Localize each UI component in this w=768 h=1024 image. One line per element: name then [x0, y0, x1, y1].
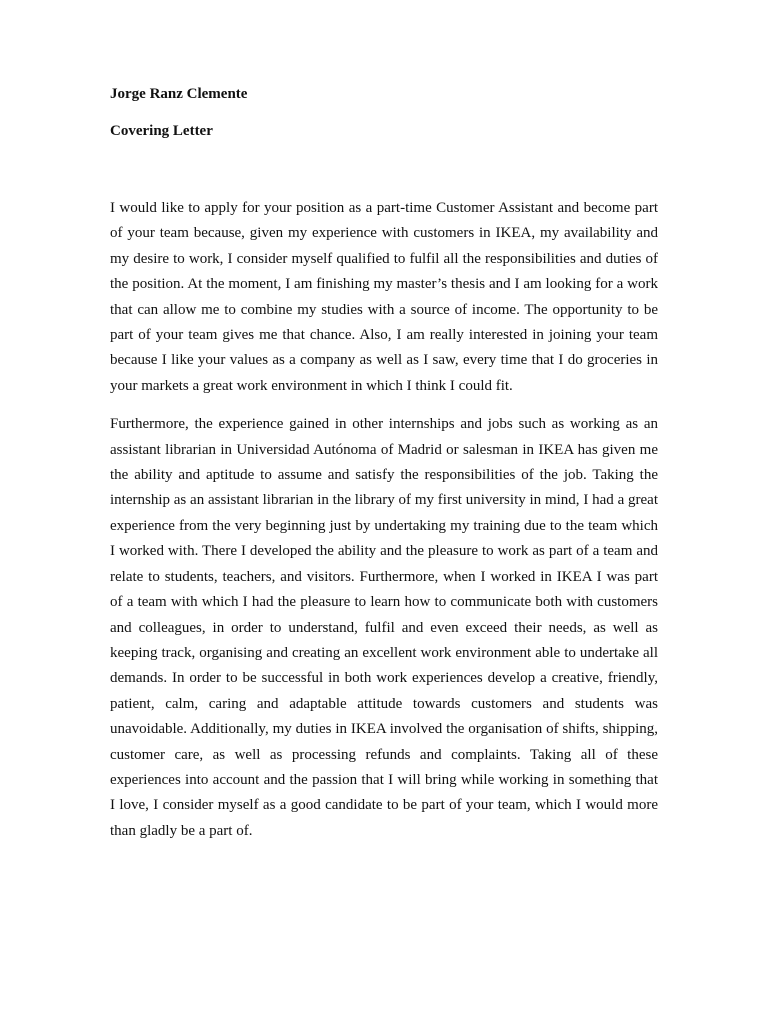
document-title: Covering Letter	[110, 123, 213, 139]
letter-body	[110, 196, 658, 844]
paragraph-1: I would like to apply for your position as a part-time Customer Assistant and become part of your team because, given my experience with customers in IKEA, my availability and my desire to work, I consider myself qualified to fulfil all the responsibilities and duties of the position. At the moment, I am finishing my master’s thesis and I am looking for a work that can allow me to combine my studies with a source of income. The opportunity to be part of your team gives me that chance. Also, I am really interested in joining your team because I like your values as a company as well as I saw, every time that I do groceries in your markets a great work environment in which I think I could fit.	[110, 200, 658, 394]
author-name: Jorge Ranz Clemente	[110, 86, 248, 102]
paragraph-2: Furthermore, the experience gained in other internships and jobs such as working as an assistant librarian in Universidad Autónoma of Madrid or salesman in IKEA has given me the ability and aptitude to assume and satisfy the responsibilities of the job. Taking the internship as an assistant librarian in the library of my first university in mind, I had a great experience from the very beginning just by undertaking my training due to the team which I worked with. There I developed the ability and the pleasure to work as part of a team and relate to students, teachers, and visitors. Furthermore, when I worked in IKEA I was part of a team with which I had the pleasure to learn how to communicate both with customers and colleagues, in order to understand, fulfil and even exceed their needs, as well as keeping track, organising and creating an excellent work environment able to undertake all demands. In order to be successful in both work experiences develop a creative, friendly, patient, calm, caring and adaptable attitude towards customers and students was unavoidable. Additionally, my duties in IKEA involved the organisation of shifts, shipping, customer care, as well as processing refunds and complaints. Taking all of these experiences into account and the passion that I will bring while working in something that I love, I consider myself as a good candidate to be part of your team, which I would more than gladly be a part of.	[110, 416, 658, 839]
